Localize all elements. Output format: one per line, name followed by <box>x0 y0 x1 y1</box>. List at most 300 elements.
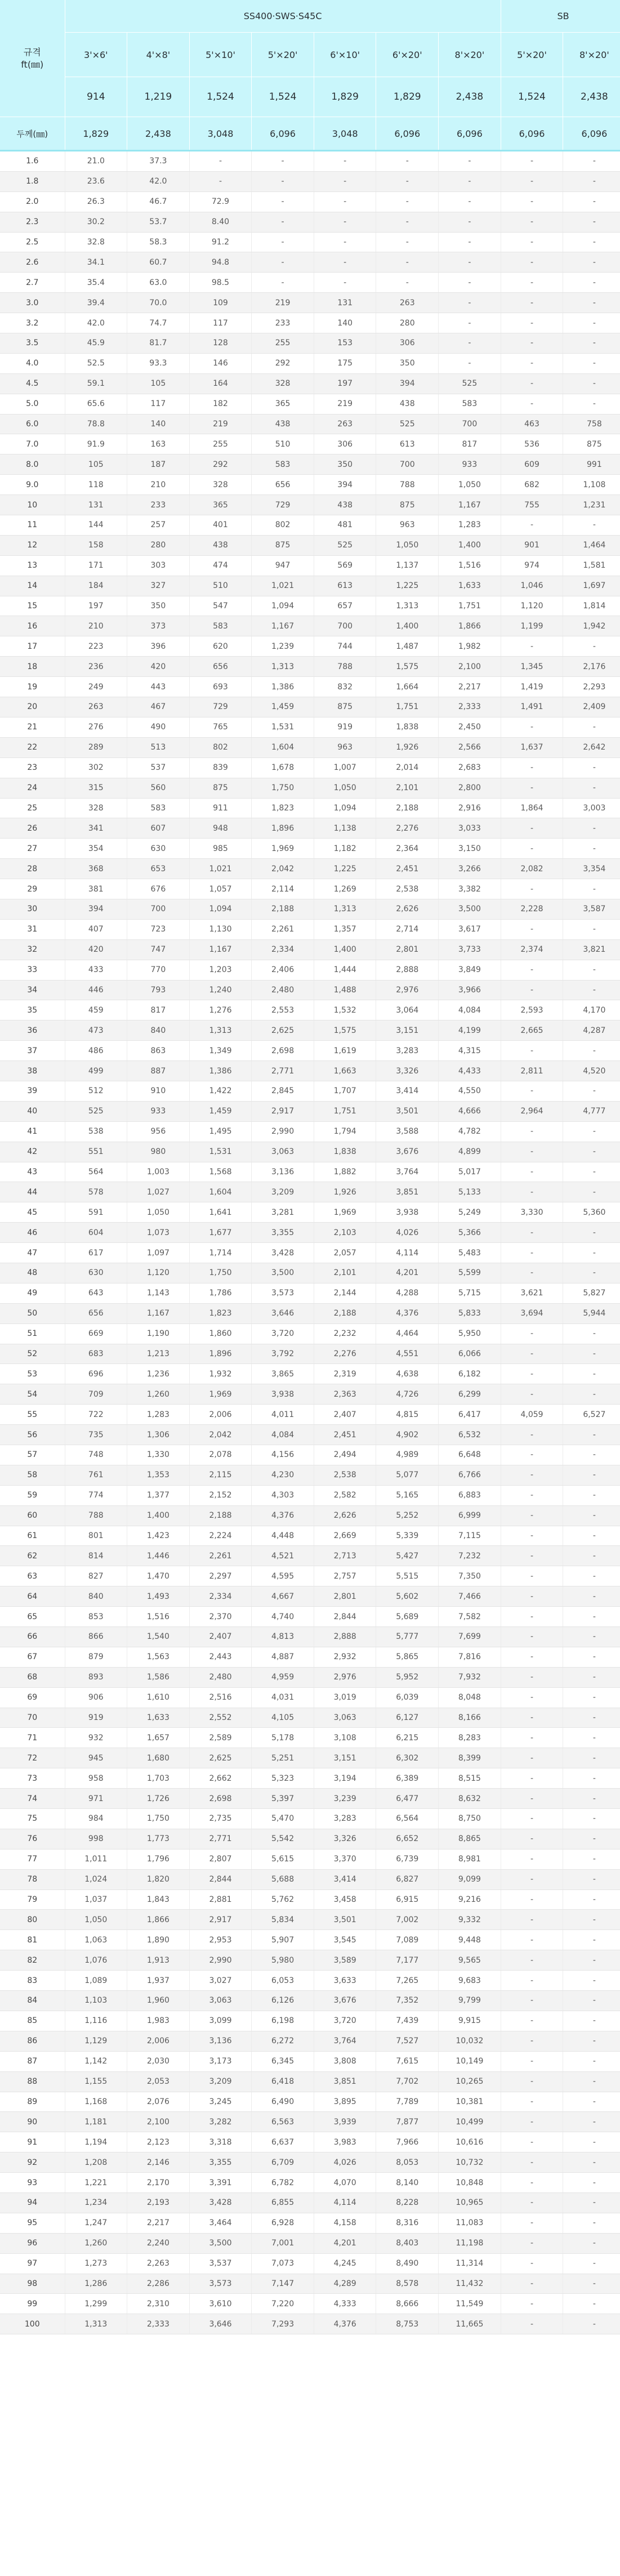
weight-cell: 839 <box>189 757 252 778</box>
thickness-cell: 18 <box>0 657 65 677</box>
thickness-cell: 51 <box>0 1323 65 1344</box>
weight-cell: 117 <box>189 313 252 333</box>
table-row <box>0 980 620 1000</box>
weight-cell: 72.9 <box>189 191 252 212</box>
weight-cell: 3,428 <box>189 2192 252 2213</box>
weight-cell: 32.8 <box>65 232 127 252</box>
thickness-cell: 92 <box>0 2152 65 2173</box>
weight-cell: - <box>376 171 439 191</box>
weight-cell: 1,619 <box>314 1041 376 1061</box>
weight-cell: 3,108 <box>314 1728 376 1748</box>
weight-cell: 4,230 <box>252 1465 314 1485</box>
table-row <box>0 515 620 536</box>
table-row <box>0 1546 620 1566</box>
weight-cell: 510 <box>189 576 252 596</box>
table-row <box>0 1121 620 1142</box>
weight-cell: 2,261 <box>252 919 314 939</box>
group-ss-header: SS400·SWS·S45C <box>65 0 501 33</box>
weight-cell: 2,100 <box>127 2112 190 2132</box>
length-header: 6,096 <box>376 117 439 151</box>
weight-cell: 2,261 <box>189 1546 252 1566</box>
weight-cell: 4,902 <box>376 1425 439 1445</box>
weight-cell: - <box>563 1586 620 1607</box>
weight-cell: 4,815 <box>376 1405 439 1425</box>
weight-cell: 2,662 <box>189 1768 252 1789</box>
weight-cell: 3,464 <box>189 2213 252 2233</box>
weight-cell: 4,376 <box>314 2314 376 2334</box>
thickness-cell: 11 <box>0 515 65 536</box>
weight-cell: 5,017 <box>439 1162 501 1182</box>
weight-cell: 98.5 <box>189 273 252 293</box>
thickness-cell: 3.0 <box>0 293 65 313</box>
weight-cell: 7,816 <box>439 1647 501 1667</box>
weight-cell: 4,289 <box>314 2274 376 2294</box>
weight-cell: 26.3 <box>65 191 127 212</box>
weight-cell: 394 <box>65 899 127 919</box>
weight-cell: 350 <box>376 353 439 373</box>
weight-cell: 956 <box>127 1121 190 1142</box>
weight-cell: - <box>501 1081 563 1101</box>
weight-cell: 6,709 <box>252 2152 314 2173</box>
spec-unit: ft(㎜) <box>21 59 44 70</box>
weight-cell: 5,907 <box>252 1930 314 1950</box>
thickness-cell: 75 <box>0 1809 65 1829</box>
weight-cell: - <box>501 2132 563 2152</box>
weight-cell: 1,820 <box>127 1869 190 1889</box>
weight-cell: 10,381 <box>439 2092 501 2112</box>
weight-cell: 948 <box>189 818 252 839</box>
weight-cell: - <box>501 1728 563 1748</box>
weight-cell: 971 <box>65 1789 127 1809</box>
weight-cell: 919 <box>65 1708 127 1728</box>
table-row <box>0 495 620 515</box>
weight-cell: 4,105 <box>252 1708 314 1728</box>
weight-cell: 676 <box>127 879 190 899</box>
weight-cell: 3,694 <box>501 1303 563 1323</box>
weight-cell: 2,333 <box>127 2314 190 2334</box>
weight-cell: 78.8 <box>65 414 127 434</box>
weight-cell: 788 <box>65 1505 127 1526</box>
weight-cell: 1,641 <box>189 1202 252 1223</box>
thickness-cell: 40 <box>0 1101 65 1121</box>
weight-cell: 3,733 <box>439 939 501 960</box>
weight-cell: - <box>563 1950 620 1971</box>
weight-cell: 53.7 <box>127 212 190 232</box>
weight-cell: 696 <box>65 1364 127 1384</box>
width-header: 1,524 <box>252 77 314 117</box>
weight-cell: 3,792 <box>252 1344 314 1364</box>
weight-cell: 4,520 <box>563 1061 620 1081</box>
table-row <box>0 232 620 252</box>
weight-cell: 2,144 <box>314 1283 376 1303</box>
weight-cell: 2,683 <box>439 757 501 778</box>
weight-cell: - <box>314 273 376 293</box>
weight-cell: 2,333 <box>439 697 501 717</box>
thickness-cell: 37 <box>0 1041 65 1061</box>
weight-cell: - <box>501 1505 563 1526</box>
weight-cell: 306 <box>376 333 439 354</box>
weight-cell: 5,834 <box>252 1910 314 1930</box>
weight-cell: 840 <box>127 1020 190 1041</box>
weight-cell: - <box>501 212 563 232</box>
weight-cell: 4,288 <box>376 1283 439 1303</box>
weight-cell: 8,750 <box>439 1809 501 1829</box>
weight-cell: 583 <box>439 394 501 414</box>
weight-cell: - <box>252 212 314 232</box>
weight-cell: - <box>501 1223 563 1243</box>
weight-cell: - <box>563 1728 620 1748</box>
weight-cell: - <box>501 1849 563 1869</box>
weight-cell: 919 <box>314 717 376 737</box>
width-header: 1,829 <box>314 77 376 117</box>
weight-cell: 3,938 <box>376 1202 439 1223</box>
weight-cell: 2,114 <box>252 879 314 899</box>
weight-cell: 7,932 <box>439 1667 501 1687</box>
weight-cell: - <box>563 1081 620 1101</box>
weight-cell: 146 <box>189 353 252 373</box>
weight-cell: 1,493 <box>127 1586 190 1607</box>
weight-cell: 1,190 <box>127 1323 190 1344</box>
weight-cell: 4,726 <box>376 1384 439 1405</box>
table-row <box>0 151 620 172</box>
table-row <box>0 939 620 960</box>
weight-cell: 4,777 <box>563 1101 620 1121</box>
weight-cell: 1,531 <box>252 717 314 737</box>
weight-cell: - <box>314 212 376 232</box>
weight-cell: 1,750 <box>189 1263 252 1283</box>
weight-cell: 328 <box>252 373 314 394</box>
weight-cell: 306 <box>314 434 376 454</box>
weight-cell: 1,470 <box>127 1566 190 1586</box>
weight-cell: 2,801 <box>376 939 439 960</box>
weight-cell: 7,001 <box>252 2233 314 2253</box>
weight-cell: 1,937 <box>127 1971 190 1991</box>
weight-cell: 1,459 <box>252 697 314 717</box>
weight-cell: 875 <box>189 778 252 798</box>
table-row <box>0 1708 620 1728</box>
weight-cell: 4,521 <box>252 1546 314 1566</box>
weight-cell: 755 <box>501 495 563 515</box>
length-header: 6,096 <box>252 117 314 151</box>
weight-cell: 10,616 <box>439 2132 501 2152</box>
table-row <box>0 757 620 778</box>
table-row <box>0 919 620 939</box>
weight-cell: - <box>376 151 439 172</box>
weight-cell: 1,260 <box>127 1384 190 1405</box>
weight-cell: 583 <box>252 454 314 475</box>
weight-cell: - <box>501 515 563 536</box>
weight-cell: - <box>563 1889 620 1910</box>
weight-cell: 1,027 <box>127 1182 190 1202</box>
weight-cell: - <box>501 2173 563 2193</box>
weight-cell: 832 <box>314 677 376 697</box>
weight-cell: 6,652 <box>376 1829 439 1849</box>
weight-cell: 1,137 <box>376 555 439 576</box>
weight-cell: 980 <box>127 1142 190 1162</box>
weight-cell: 1,231 <box>563 495 620 515</box>
weight-cell: - <box>563 2274 620 2294</box>
weight-cell: 2,334 <box>189 1586 252 1607</box>
weight-cell: 2,964 <box>501 1101 563 1121</box>
weight-cell: 653 <box>127 859 190 879</box>
weight-cell: 3,646 <box>189 2314 252 2334</box>
weight-cell: 547 <box>189 596 252 616</box>
weight-cell: - <box>563 1243 620 1263</box>
weight-cell: - <box>563 1971 620 1991</box>
thickness-cell: 32 <box>0 939 65 960</box>
weight-cell: 2,407 <box>314 1405 376 1425</box>
table-row <box>0 1283 620 1303</box>
weight-cell: 4,887 <box>252 1647 314 1667</box>
weight-cell: - <box>501 1182 563 1202</box>
weight-cell: - <box>563 1809 620 1829</box>
weight-cell: 1,182 <box>314 839 376 859</box>
weight-cell: 21.0 <box>65 151 127 172</box>
thickness-cell: 73 <box>0 1768 65 1789</box>
weight-cell: - <box>563 1768 620 1789</box>
size-header: 5'×10' <box>189 33 252 77</box>
weight-cell: 1,751 <box>439 596 501 616</box>
weight-cell: 34.1 <box>65 252 127 273</box>
weight-cell: 2,811 <box>501 1061 563 1081</box>
weight-cell: 669 <box>65 1323 127 1344</box>
thickness-cell: 49 <box>0 1283 65 1303</box>
weight-cell: - <box>563 293 620 313</box>
weight-cell: 1,213 <box>127 1344 190 1364</box>
weight-cell: 788 <box>314 657 376 677</box>
weight-cell: 3,266 <box>439 859 501 879</box>
weight-cell: 1,073 <box>127 1223 190 1243</box>
weight-cell: - <box>563 1566 620 1586</box>
thickness-cell: 61 <box>0 1526 65 1546</box>
weight-cell: 3,610 <box>189 2294 252 2314</box>
weight-cell: - <box>563 1223 620 1243</box>
weight-cell: 6,827 <box>376 1869 439 1889</box>
weight-cell: - <box>501 1889 563 1910</box>
weight-cell: - <box>501 1607 563 1627</box>
weight-cell: 1,240 <box>189 980 252 1000</box>
weight-cell: 1,269 <box>314 879 376 899</box>
weight-cell: 5,944 <box>563 1303 620 1323</box>
thickness-cell: 41 <box>0 1121 65 1142</box>
table-row <box>0 1020 620 1041</box>
weight-cell: 879 <box>65 1647 127 1667</box>
weight-cell: - <box>563 1647 620 1667</box>
weight-cell: 2,188 <box>314 1303 376 1323</box>
table-row <box>0 191 620 212</box>
thickness-cell: 69 <box>0 1687 65 1708</box>
weight-cell: 2,076 <box>127 2092 190 2112</box>
weight-cell: 2,363 <box>314 1384 376 1405</box>
weight-cell: - <box>189 171 252 191</box>
weight-cell: 932 <box>65 1728 127 1748</box>
weight-cell: 2,146 <box>127 2152 190 2173</box>
weight-cell: 109 <box>189 293 252 313</box>
weight-cell: 2,625 <box>252 1020 314 1041</box>
weight-cell: 525 <box>376 414 439 434</box>
weight-cell: 3,587 <box>563 899 620 919</box>
weight-cell: 3,983 <box>314 2132 376 2152</box>
weight-cell: - <box>563 717 620 737</box>
weight-cell: 10,732 <box>439 2152 501 2173</box>
weight-cell: 3,151 <box>314 1748 376 1768</box>
weight-cell: 467 <box>127 697 190 717</box>
weight-cell: 263 <box>65 697 127 717</box>
weight-cell: 3,501 <box>376 1101 439 1121</box>
weight-cell: 3,194 <box>314 1768 376 1789</box>
weight-cell: - <box>501 1485 563 1505</box>
width-header: 1,524 <box>501 77 563 117</box>
weight-cell: - <box>563 1041 620 1061</box>
thickness-cell: 80 <box>0 1910 65 1930</box>
weight-cell: - <box>563 1323 620 1344</box>
weight-cell: 700 <box>376 454 439 475</box>
weight-cell: - <box>252 151 314 172</box>
weight-cell: 2,589 <box>189 1728 252 1748</box>
weight-cell: - <box>563 171 620 191</box>
weight-cell: 6,053 <box>252 1971 314 1991</box>
thickness-cell: 82 <box>0 1950 65 1971</box>
weight-cell: 933 <box>439 454 501 475</box>
weight-cell: 1,575 <box>376 657 439 677</box>
table-body <box>0 151 620 2334</box>
weight-cell: - <box>501 636 563 657</box>
weight-cell: 682 <box>501 475 563 495</box>
thickness-cell: 97 <box>0 2253 65 2274</box>
table-row <box>0 1748 620 1768</box>
weight-cell: 394 <box>376 373 439 394</box>
weight-cell: - <box>563 1748 620 1768</box>
weight-cell: 11,665 <box>439 2314 501 2334</box>
weight-cell: - <box>501 2051 563 2071</box>
weight-cell: 6,126 <box>252 1991 314 2011</box>
weight-cell: 7,699 <box>439 1627 501 1647</box>
weight-cell: 2,228 <box>501 899 563 919</box>
weight-cell: 158 <box>65 535 127 555</box>
table-row <box>0 2314 620 2334</box>
weight-cell: 58.3 <box>127 232 190 252</box>
weight-cell: 1,794 <box>314 1121 376 1142</box>
weight-cell: 564 <box>65 1162 127 1182</box>
weight-cell: 3,720 <box>252 1323 314 1344</box>
weight-cell: 74.7 <box>127 313 190 333</box>
weight-cell: 1,604 <box>189 1182 252 1202</box>
weight-cell: 2,407 <box>189 1627 252 1647</box>
weight-cell: 1,167 <box>127 1303 190 1323</box>
weight-cell: 2,014 <box>376 757 439 778</box>
weight-cell: 793 <box>127 980 190 1000</box>
weight-cell: 5,165 <box>376 1485 439 1505</box>
weight-cell: 1,487 <box>376 636 439 657</box>
length-header: 3,048 <box>189 117 252 151</box>
weight-cell: 1,983 <box>127 2011 190 2031</box>
weight-cell: - <box>563 394 620 414</box>
weight-cell: 233 <box>252 313 314 333</box>
weight-cell: 1,021 <box>252 576 314 596</box>
weight-cell: 6,418 <box>252 2071 314 2092</box>
weight-cell: - <box>563 2173 620 2193</box>
weight-cell: 1,234 <box>65 2192 127 2213</box>
weight-cell: 3,245 <box>189 2092 252 2112</box>
weight-cell: 4,070 <box>314 2173 376 2193</box>
weight-cell: 463 <box>501 414 563 434</box>
weight-cell: 7,966 <box>376 2132 439 2152</box>
weight-cell: 1,203 <box>189 960 252 980</box>
weight-cell: 2,626 <box>376 899 439 919</box>
weight-cell: 2,757 <box>314 1566 376 1586</box>
weight-cell: 709 <box>65 1384 127 1405</box>
weight-cell: 1,697 <box>563 576 620 596</box>
weight-cell: 3,355 <box>252 1223 314 1243</box>
weight-cell: 263 <box>314 414 376 434</box>
weight-cell: 774 <box>65 1485 127 1505</box>
thickness-cell: 77 <box>0 1849 65 1869</box>
table-row <box>0 1384 620 1405</box>
thickness-cell: 52 <box>0 1344 65 1364</box>
weight-cell: 1,400 <box>314 939 376 960</box>
weight-cell: 1,680 <box>127 1748 190 1768</box>
weight-cell: - <box>563 1505 620 1526</box>
weight-cell: 2,042 <box>252 859 314 879</box>
weight-cell: 5,366 <box>439 1223 501 1243</box>
weight-cell: 1,786 <box>189 1283 252 1303</box>
thickness-cell: 10 <box>0 495 65 515</box>
weight-cell: 643 <box>65 1283 127 1303</box>
weight-cell: 5,077 <box>376 1465 439 1485</box>
weight-cell: 11,198 <box>439 2233 501 2253</box>
width-header: 1,524 <box>189 77 252 117</box>
table-row <box>0 1162 620 1182</box>
weight-cell: 1,866 <box>127 1910 190 1930</box>
weight-cell: 1,633 <box>439 576 501 596</box>
thickness-cell: 3.2 <box>0 313 65 333</box>
table-row <box>0 657 620 677</box>
weight-cell: 4,551 <box>376 1344 439 1364</box>
weight-cell: 4,666 <box>439 1101 501 1121</box>
thickness-cell: 22 <box>0 737 65 757</box>
thickness-cell: 83 <box>0 1971 65 1991</box>
weight-cell: 3,633 <box>314 1971 376 1991</box>
weight-cell: - <box>563 232 620 252</box>
weight-cell: 1,024 <box>65 1869 127 1889</box>
weight-cell: 8,399 <box>439 1748 501 1768</box>
weight-cell: 1,563 <box>127 1647 190 1667</box>
weight-cell: 7,265 <box>376 1971 439 1991</box>
weight-cell: 6,302 <box>376 1748 439 1768</box>
weight-cell: - <box>501 313 563 333</box>
weight-cell: 128 <box>189 333 252 354</box>
weight-cell: - <box>563 1364 620 1384</box>
weight-cell: 2,370 <box>189 1607 252 1627</box>
length-header: 1,829 <box>65 117 127 151</box>
weight-cell: 1,400 <box>376 616 439 636</box>
weight-cell: 656 <box>252 475 314 495</box>
weight-cell: 4,376 <box>376 1303 439 1323</box>
weight-cell: 2,990 <box>252 1121 314 1142</box>
weight-cell: - <box>314 151 376 172</box>
weight-cell: 1,823 <box>252 798 314 818</box>
weight-cell: - <box>563 2092 620 2112</box>
weight-cell: 1,057 <box>189 879 252 899</box>
weight-cell: - <box>563 2011 620 2031</box>
weight-cell: 2,771 <box>252 1061 314 1081</box>
weight-cell: 2,494 <box>314 1445 376 1465</box>
weight-cell: 7,789 <box>376 2092 439 2112</box>
weight-cell: 1,422 <box>189 1081 252 1101</box>
weight-cell: - <box>314 252 376 273</box>
weight-cell: 438 <box>189 535 252 555</box>
weight-cell: 2,642 <box>563 737 620 757</box>
